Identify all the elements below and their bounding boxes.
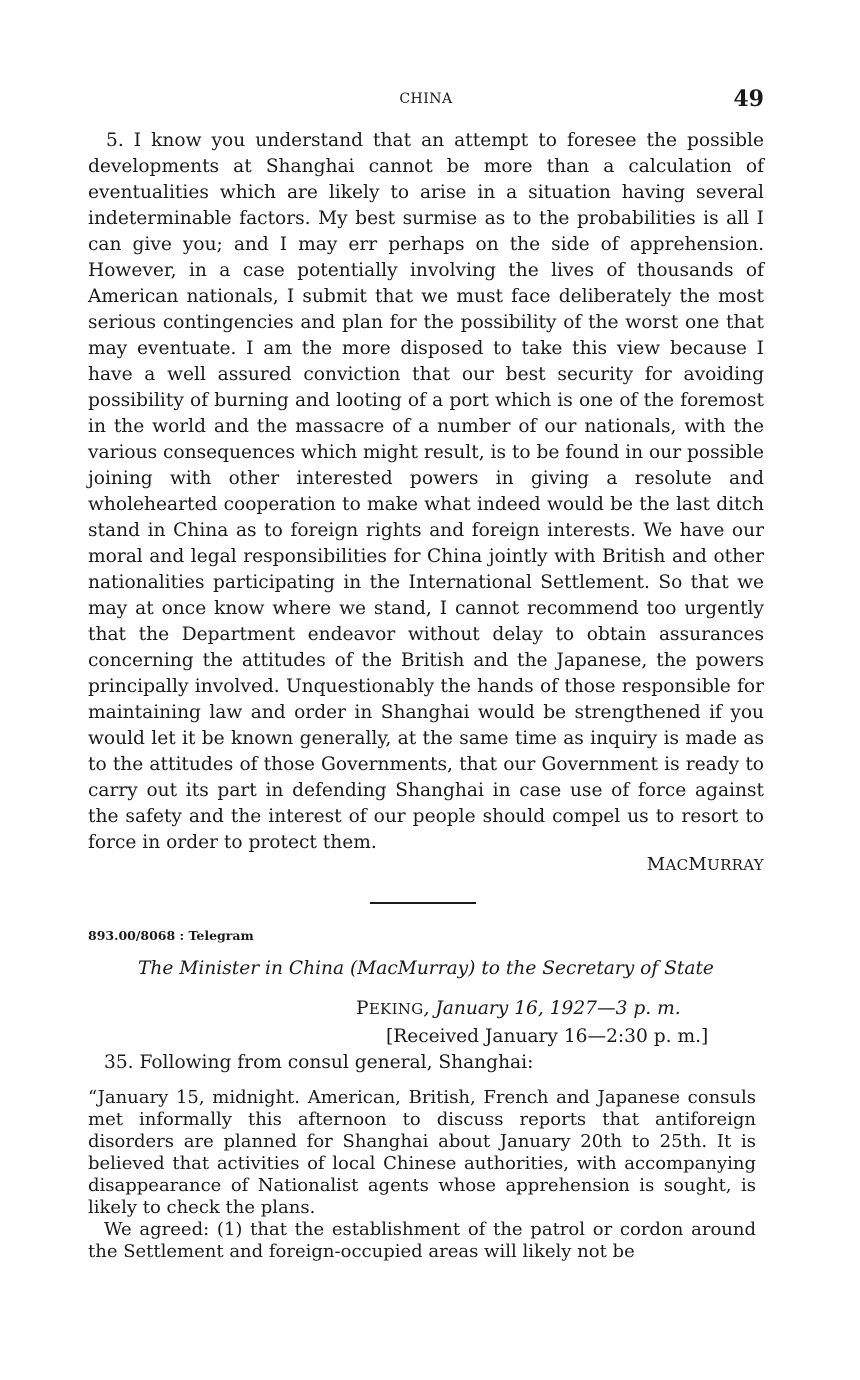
quoted-paragraph-2: We agreed: (1) that the establishment of the patrol or cordon around the Settlement and foreign-occupied areas will likely not be xyxy=(88,1219,756,1262)
page-number: 49 xyxy=(733,86,764,112)
paragraph-5: 5. I know you understand that an attempt to foresee the possible developments at Shanghai cannot be more than a calculation of eventualities which are likely to arise in a situation having several indeterminable factors. My best surmise as to the probabilities is all I can give you; and I may err perhaps on the side of apprehension. However, in a case potentially involving the lives of thousands of American nationals, I submit that we must face deliberately the most serious contingencies and plan for the possibility of the worst one that may eventuate. I am the more disposed to take this view because I have a well assured conviction that our best security for avoiding possibility of burning and looting of a port which is one of the foremost in the world and the massacre of a number of our nationals, with the various consequences which might result, is to be found in our possible joining with other interested powers in giving a resolute and wholehearted cooperation to make what indeed would be the last ditch stand in China as to foreign rights and foreign interests. We have our moral and legal responsibilities for China jointly with British and other nationalities participating in the International Settlement. So that we may at once know where we stand, I cannot recommend too urgently that the Department endeavor without delay to obtain assurances concerning the attitudes of the British and the Japanese, the powers principally involved. Unquestionably the hands of those responsible for maintaining law and order in Shanghai would be strengthened if you would let it be known generally, at the same time as inquiry is made as to the attitudes of those Governments, that our Government is ready to carry out its part in defending Shanghai in case use of force against the safety and the interest of our people should compel us to resort to force in order to protect them. xyxy=(88,130,764,853)
document-title: The Minister in China (MacMurray) to the Secretary of State xyxy=(138,958,714,979)
file-reference: 893.00/8068 : Telegram xyxy=(88,928,254,943)
dateline-date: , January 16, 1927—3 p. m. xyxy=(423,998,681,1019)
dateline xyxy=(356,998,681,1019)
place-smallcaps: EKING xyxy=(368,1000,424,1018)
received-line: [Received January 16—2:30 p. m.] xyxy=(386,1026,709,1047)
signature-smallcaps-2: URRAY xyxy=(707,856,764,874)
signature-macmurray xyxy=(647,854,764,875)
place-initial: P xyxy=(356,998,369,1019)
dateline-place xyxy=(356,1000,424,1018)
signature-initial-1: M xyxy=(646,854,666,875)
section-divider xyxy=(370,902,476,904)
signature-initial-2: M xyxy=(688,854,708,875)
paragraph-35: 35. Following from consul general, Shanghai: xyxy=(104,1052,534,1073)
running-head xyxy=(88,86,764,114)
signature-smallcaps-1: AC xyxy=(665,856,689,874)
running-title: CHINA xyxy=(399,91,453,107)
quoted-paragraph-1: “January 15, midnight. American, British, French and Japanese consuls met informally this afternoon to discuss reports that antiforeign disorders are planned for Shanghai about January 20th to 25th. It is believed that activities of local Chinese authorities, with accompanying disappearance of Nationalist agents whose apprehension is sought, is likely to check the plans. xyxy=(88,1087,756,1218)
